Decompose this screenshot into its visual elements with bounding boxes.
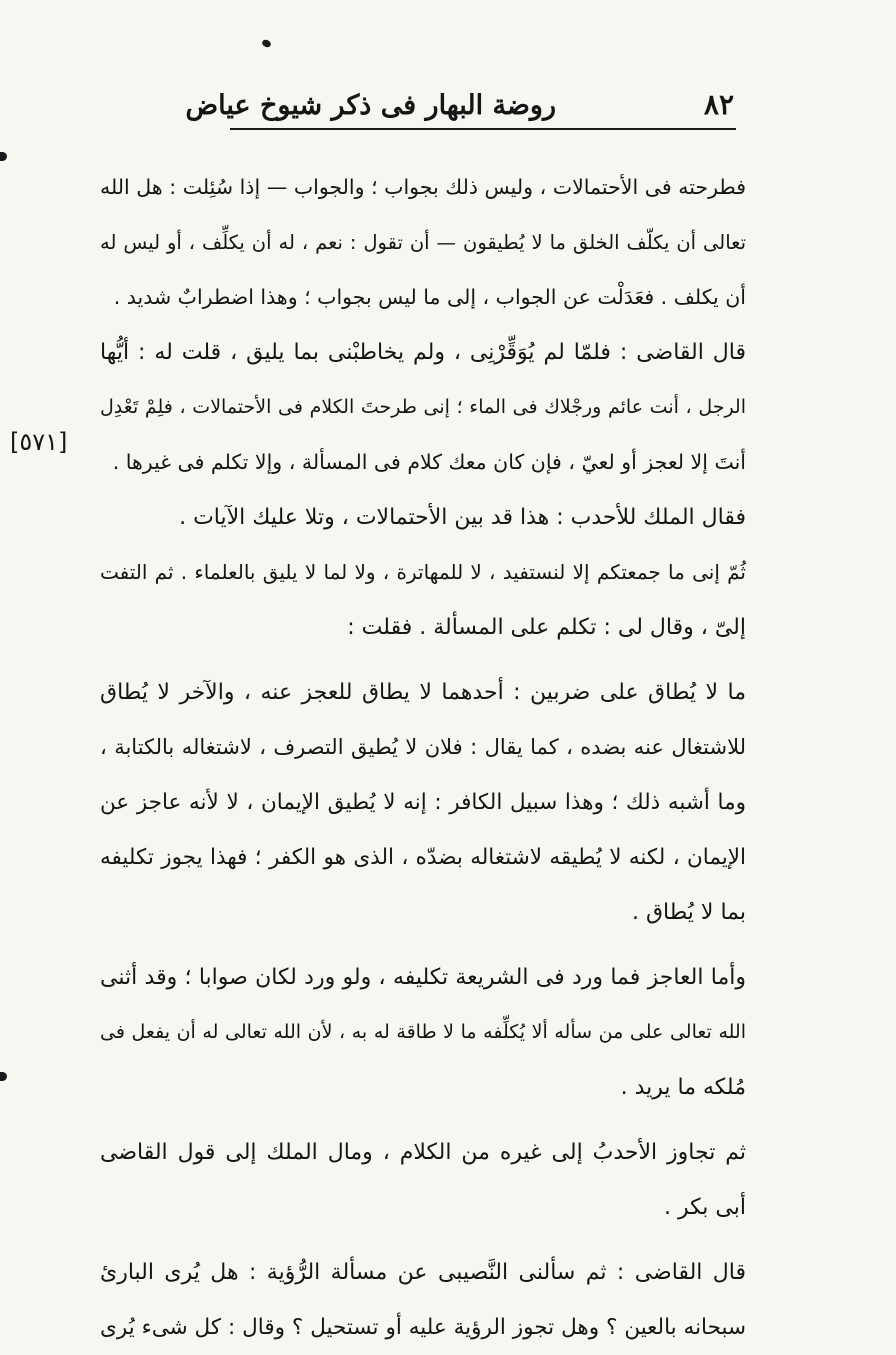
binding-hole-mark	[0, 152, 7, 161]
margin-page-reference: [٥٧١]	[10, 428, 68, 456]
text-line: فقال الملك للأحدب : هذا قد بين الأحتمالات ، وتلا عليك الآيات .	[179, 505, 746, 530]
text-line: إلىّ ، وقال لى : تكلم على المسألة . فقلت :	[347, 615, 746, 640]
text-line: تعالى أن يكلّف الخلق ما لا يُطيقون — أن تقول : نعم ، له أن يكلِّف ، أو ليس له	[100, 231, 746, 254]
page-header	[185, 88, 734, 128]
text-line: أنتَ إلا لعجز أو لعيّ ، فإن كان معك كلام فى المسألة ، وإلا تكلم فى غيرها .	[112, 450, 746, 474]
running-title: روضة البهار فى ذكر شيوخ عياض	[185, 90, 556, 121]
page-number: ٨٢	[703, 88, 734, 121]
text-line: قال القاضى : فلمّا لم يُوَقِّرْنِى ، ولم يخاطبْنى بما يليق ، قلت له : أيُّها	[100, 340, 746, 365]
text-line: أبى بكر .	[664, 1195, 746, 1220]
text-line: أن يكلف . فعَدَلْت عن الجواب ، إلى ما ليس بجواب ؛ وهذا اضطرابٌ شديد .	[113, 285, 746, 309]
header-rule	[230, 128, 736, 130]
text-line: الله تعالى على من سأله ألا يُكلِّفه ما لا طاقة له به ، لأن الله تعالى له أن يفعل فى	[100, 1021, 746, 1043]
text-line: بما لا يُطاق .	[631, 900, 746, 925]
text-line: الرجل ، أنت عائم ورجْلاك فى الماء ؛ إنى طرحتَ الكلام فى الأحتمالات ، فلِمْ تَعْدِل	[100, 396, 746, 418]
text-line: للاشتغال عنه بضده ، كما يقال : فلان لا يُطيق التصرف ، لاشتغاله بالكتابة ،	[100, 735, 746, 759]
text-line: قال القاضى : ثم سألنى النَّصيبى عن مسألة الرُّؤية : هل يُرى البارئ	[100, 1260, 746, 1285]
body-text	[100, 160, 746, 1355]
text-line: الإيمان ، لكنه لا يُطيقه لاشتغاله بضدّه ، الذى هو الكفر ؛ فهذا يجوز تكليفه	[100, 845, 746, 870]
text-line: ما لا يُطاق على ضربين : أحدهما لا يطاق للعجز عنه ، والآخر لا يُطاق	[100, 680, 746, 705]
text-line: سبحانه بالعين ؟ وهل تجوز الرؤية عليه أو تستحيل ؟ وقال : كل شىء يُرى	[100, 1315, 746, 1340]
text-line: وما أشبه ذلك ؛ وهذا سبيل الكافر : إنه لا يُطيق الإيمان ، لا لأنه عاجز عن	[100, 790, 746, 815]
text-line: ثم تجاوز الأحدبُ إلى غيره من الكلام ، ومال الملك إلى قول القاضى	[100, 1140, 746, 1165]
text-line: وأما العاجز فما ورد فى الشريعة تكليفه ، ولو ورد لكان صوابا ؛ وقد أثنى	[100, 965, 746, 990]
text-line: ثُمّ إنى ما جمعتكم إلا لنستفيد ، لا للمهاترة ، ولا لما لا يليق بالعلماء . ثم التفت	[100, 560, 746, 584]
binding-hole-mark	[0, 1072, 7, 1081]
text-line: مُلكه ما يريد .	[620, 1075, 746, 1100]
ink-mark	[261, 38, 272, 48]
text-line: فطرحته فى الأحتمالات ، وليس ذلك بجواب ؛ والجواب — إذا سُئِلت : هل الله	[100, 175, 746, 199]
